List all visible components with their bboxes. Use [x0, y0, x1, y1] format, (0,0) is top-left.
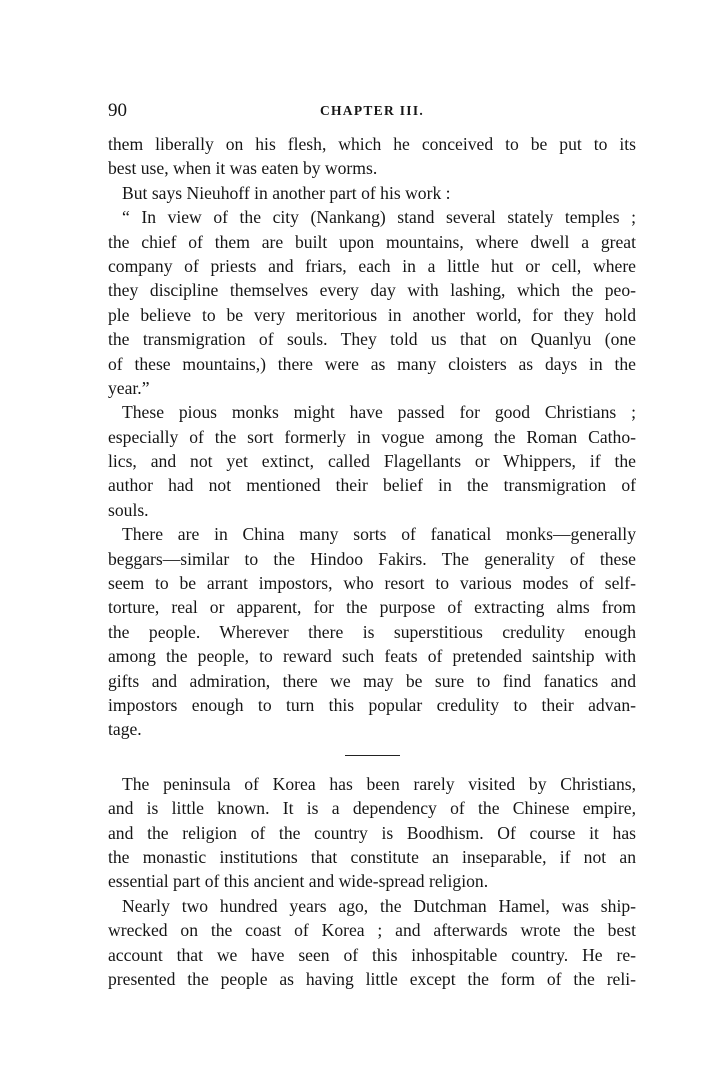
text-line: they discipline themselves every day with lashing, which the peo-	[108, 280, 636, 301]
text-line: ple believe to be very meritorious in another world, for they hold	[108, 304, 636, 325]
chapter-heading: CHAPTER III.	[319, 103, 425, 118]
text-line: year.”	[108, 377, 150, 398]
paragraph	[108, 400, 636, 522]
text-line: impostors enough to turn this popular credulity to their advan-	[108, 694, 636, 715]
text-line: seem to be arrant impostors, who resort to various modes of self-	[108, 573, 636, 594]
text-line: There are in China many sorts of fanatical monks—generally	[122, 524, 636, 545]
text-line: company of priests and friars, each in a little hut or cell, where	[108, 255, 636, 276]
book-page	[108, 100, 636, 991]
text-line: the chief of them are built upon mountains, where dwell a great	[108, 231, 636, 252]
quotation-paragraph	[108, 205, 636, 400]
text-line: wrecked on the coast of Korea ; and afterwards wrote the best	[108, 920, 636, 941]
text-line: But says Nieuhoff in another part of his work :	[122, 182, 451, 203]
text-line: the people. Wherever there is superstitious credulity enough	[108, 621, 636, 642]
text-line: and the religion of the country is Boodhism. Of course it has	[108, 822, 636, 843]
text-line: lics, and not yet extinct, called Flagellants or Whippers, if the	[108, 451, 636, 472]
text-line: especially of the sort formerly in vogue among the Roman Catho-	[108, 426, 636, 447]
text-line: These pious monks might have passed for good Christians ;	[122, 402, 636, 423]
text-line: essential part of this ancient and wide-spread religion.	[108, 871, 489, 892]
text-line: among the people, to reward such feats of pretended saintship with	[108, 646, 636, 667]
text-line: “ In view of the city (Nankang) stand several stately temples ;	[122, 207, 636, 228]
text-line: account that we have seen of this inhospitable country. He re-	[108, 944, 636, 965]
text-line: beggars—similar to the Hindoo Fakirs. The generality of these	[108, 548, 636, 569]
text-line: the transmigration of souls. They told us that on Quanlyu (one	[108, 329, 636, 350]
text-line: author had not mentioned their belief in the transmigration of	[108, 475, 636, 496]
paragraph	[108, 132, 636, 181]
text-line: the monastic institutions that constitute an inseparable, if not an	[108, 846, 636, 867]
text-line: torture, real or apparent, for the purpose of extracting alms from	[108, 597, 636, 618]
text-line: gifts and admiration, there we may be sure to find fanatics and	[108, 670, 636, 691]
paragraph	[108, 772, 636, 894]
text-line: presented the people as having little except the form of the reli-	[108, 968, 636, 989]
text-line: Nearly two hundred years ago, the Dutchman Hamel, was ship-	[122, 895, 636, 916]
text-line: of these mountains,) there were as many cloisters as days in the	[108, 353, 636, 374]
text-line: tage.	[108, 719, 142, 740]
text-line: souls.	[108, 499, 149, 520]
text-line: them liberally on his flesh, which he conceived to be put to its	[108, 134, 636, 154]
text-line: best use, when it was eaten by worms.	[108, 158, 378, 179]
section-divider	[345, 755, 400, 756]
text-line: The peninsula of Korea has been rarely visited by Christians,	[122, 773, 636, 794]
text-line: and is little known. It is a dependency of the Chinese empire,	[108, 798, 636, 819]
page-number: 90	[108, 100, 127, 121]
paragraph	[108, 522, 636, 742]
running-header	[108, 100, 636, 132]
paragraph	[108, 181, 636, 205]
paragraph	[108, 894, 636, 992]
